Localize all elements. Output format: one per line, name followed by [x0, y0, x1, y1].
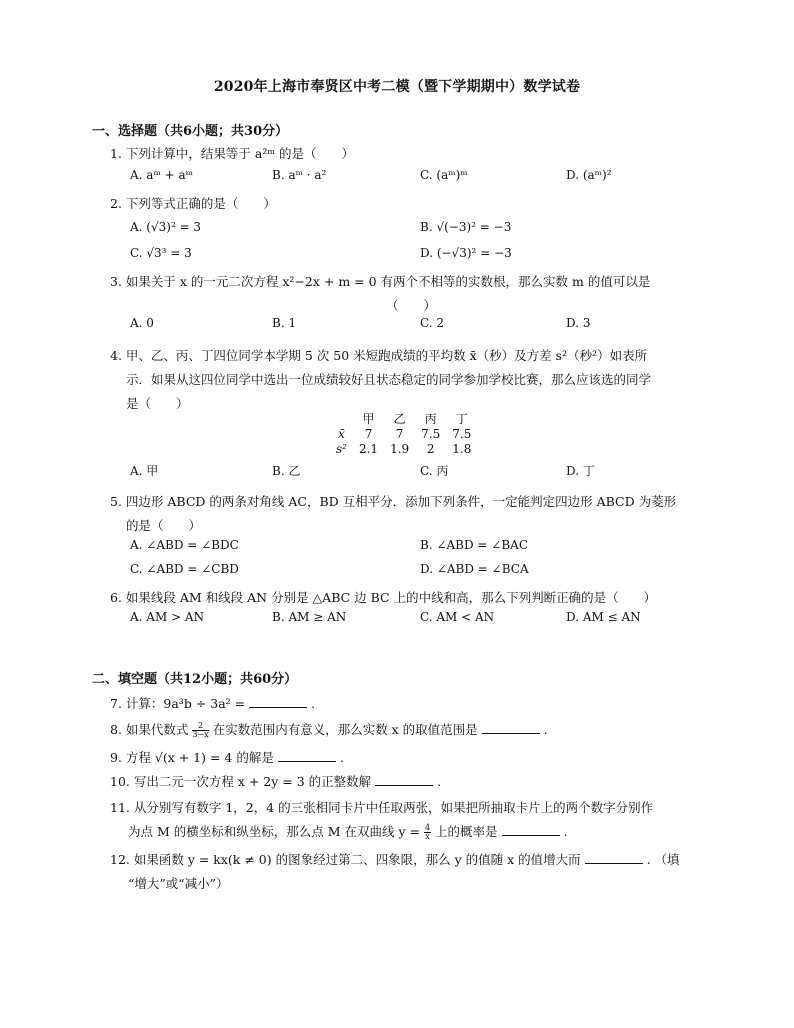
question-2-options-row1: [130, 220, 730, 238]
q4-option-c: C. 丙: [420, 464, 449, 478]
question-8: [110, 720, 548, 739]
table-row: [330, 427, 477, 442]
table-header-cell: 乙: [393, 412, 406, 426]
q6-option-a: A. AM > AN: [130, 610, 205, 624]
table-cell: 1.8: [452, 442, 472, 456]
q6-option-b: B. AM ≥ AN: [272, 610, 347, 624]
question-5-options-row2: [130, 562, 730, 580]
table-header-cell: 甲: [362, 412, 375, 426]
q6-option-c: C. AM < AN: [420, 610, 495, 624]
table-cell: 7.5: [421, 427, 441, 441]
q1-option-a: A. aᵐ + aᵐ: [130, 168, 194, 182]
q5-option-b: B. ∠ABD = ∠BAC: [420, 538, 529, 552]
q8-period: .: [543, 722, 548, 737]
section-fill-heading: 二、填空题（共12小题；共60分）: [92, 672, 298, 687]
question-5-line-2: 的是（ ）: [126, 518, 202, 533]
question-4-options: [130, 462, 730, 480]
q8-fraction: [192, 722, 208, 739]
q7-answer-blank[interactable]: [249, 695, 307, 708]
q5-option-a: A. ∠ABD = ∠BDC: [130, 538, 239, 552]
exam-title: 2020年上海市奉贤区中考二模（暨下学期期中）数学试卷: [213, 79, 581, 95]
q3-option-d: D. 3: [566, 316, 591, 330]
question-1-stem: 1. 下列计算中，结果等于 a²ᵐ 的是（ ）: [110, 146, 354, 161]
q7-period: .: [311, 696, 316, 711]
question-12-line-1: [110, 850, 680, 868]
question-3-options: [130, 316, 730, 334]
question-3-answer-paren: （ ）: [386, 298, 437, 313]
question-9: [110, 748, 344, 766]
table-row: [330, 442, 477, 457]
table-cell: 7.5: [452, 427, 472, 441]
q10-period: .: [437, 774, 442, 789]
q5-option-d: D. ∠ABD = ∠BCA: [420, 562, 529, 576]
table-cell: x̄: [338, 427, 345, 441]
q8-text-mid: 在实数范围内有意义，那么实数 x 的取值范围是: [212, 722, 478, 737]
q8-answer-blank[interactable]: [482, 721, 540, 734]
q4-option-a: A. 甲: [130, 464, 159, 478]
table-header-cell: 丙: [424, 412, 437, 426]
table-header-cell: 丁: [455, 412, 468, 426]
question-7: [110, 694, 315, 712]
q1-option-d: D. (aᵐ)²: [566, 168, 612, 182]
q11-answer-blank[interactable]: [502, 823, 560, 836]
table-cell: 2: [426, 442, 435, 456]
q9-answer-blank[interactable]: [278, 749, 336, 762]
q11-text-mid: 上的概率是: [435, 824, 498, 839]
q3-option-c: C. 2: [420, 316, 445, 330]
q3-option-b: B. 1: [272, 316, 297, 330]
q12-text: 12. 如果函数 y = kx(k ≠ 0) 的图象经过第二、四象限，那么 y 的值随 x 的值增大而: [110, 852, 581, 867]
q11-text-pre: 为点 M 的横坐标和纵坐标，那么点 M 在双曲线 y =: [128, 824, 420, 839]
question-6-options: [130, 610, 730, 628]
q12-tail: . （填: [646, 852, 680, 867]
q2-option-a: A. (√3)² = 3: [130, 220, 202, 234]
q2-option-c: C. √3³ = 3: [130, 246, 192, 260]
q4-option-b: B. 乙: [272, 464, 301, 478]
q12-answer-blank[interactable]: [585, 851, 643, 864]
question-2-options-row2: [130, 246, 730, 264]
q7-text: 7. 计算：9a³b ÷ 3a² =: [110, 696, 246, 711]
question-2-stem: 2. 下列等式正确的是（ ）: [110, 196, 276, 211]
question-4-line-1: 4. 甲、乙、丙、丁四位同学本学期 5 次 50 米短跑成绩的平均数 x̄（秒）及方差 s²（秒²）如表所: [110, 348, 648, 363]
q4-option-d: D. 丁: [566, 464, 595, 478]
q1-option-b: B. aᵐ · a²: [272, 168, 327, 182]
question-11-line-2: [128, 822, 568, 841]
table-cell: 7: [364, 427, 373, 441]
table-header-row: [330, 412, 477, 427]
question-4-line-3: 是（ ）: [126, 396, 189, 411]
q10-answer-blank[interactable]: [375, 773, 433, 786]
q5-option-c: C. ∠ABD = ∠CBD: [130, 562, 239, 576]
question-4-line-2: 示．如果从这四位同学中选出一位成绩较好且状态稳定的同学参加学校比赛，那么应该选的同学: [126, 372, 652, 387]
q8-text-pre: 8. 如果代数式: [110, 722, 189, 737]
q1-option-c: C. (aᵐ)ᵐ: [420, 168, 468, 182]
table-cell: 1.9: [390, 442, 410, 456]
q2-option-d: D. (−√3)² = −3: [420, 246, 512, 260]
question-3-stem: 3. 如果关于 x 的一元二次方程 x²−2x + m = 0 有两个不相等的实数根，那么实数 m 的值可以是: [110, 274, 651, 289]
q9-period: .: [339, 750, 344, 765]
table-cell: 7: [395, 427, 404, 441]
q11-fraction-denominator: x: [425, 832, 430, 841]
question-4-data-table: [330, 412, 477, 457]
q2-option-b: B. √(−3)² = −3: [420, 220, 512, 234]
question-10: [110, 772, 441, 790]
q11-fraction: [424, 824, 431, 841]
q3-option-a: A. 0: [130, 316, 154, 330]
question-12-line-2: “增大”或“减小”）: [128, 876, 229, 891]
section-choice-heading: 一、选择题（共6小题；共30分）: [92, 124, 289, 139]
q11-period: .: [563, 824, 568, 839]
q11-fraction-numerator: 4: [424, 823, 431, 832]
table-cell: s²: [336, 442, 347, 456]
q8-fraction-denominator: 3−x: [192, 730, 209, 739]
question-5-line-1: 5. 四边形 ABCD 的两条对角线 AC，BD 互相平分．添加下列条件，一定能判定四边形 ABCD 为菱形: [110, 494, 677, 509]
q9-text: 9. 方程 √(x + 1) = 4 的解是: [110, 750, 274, 765]
question-6-stem: 6. 如果线段 AM 和线段 AN 分别是 △ABC 边 BC 上的中线和高，那么下列判断正确的是（ ）: [110, 590, 657, 605]
q8-fraction-numerator: 2: [192, 722, 208, 731]
table-cell: 2.1: [358, 442, 379, 456]
q10-text: 10. 写出二元一次方程 x + 2y = 3 的正整数解: [110, 774, 372, 789]
question-1-options: [130, 168, 730, 186]
table-header-cell: [330, 412, 353, 427]
question-11-line-1: 11. 从分别写有数字 1，2，4 的三张相同卡片中任取两张，如果把所抽取卡片上的两个数字分别作: [110, 800, 654, 815]
q6-option-d: D. AM ≤ AN: [566, 610, 641, 624]
question-5-options-row1: [130, 538, 730, 556]
